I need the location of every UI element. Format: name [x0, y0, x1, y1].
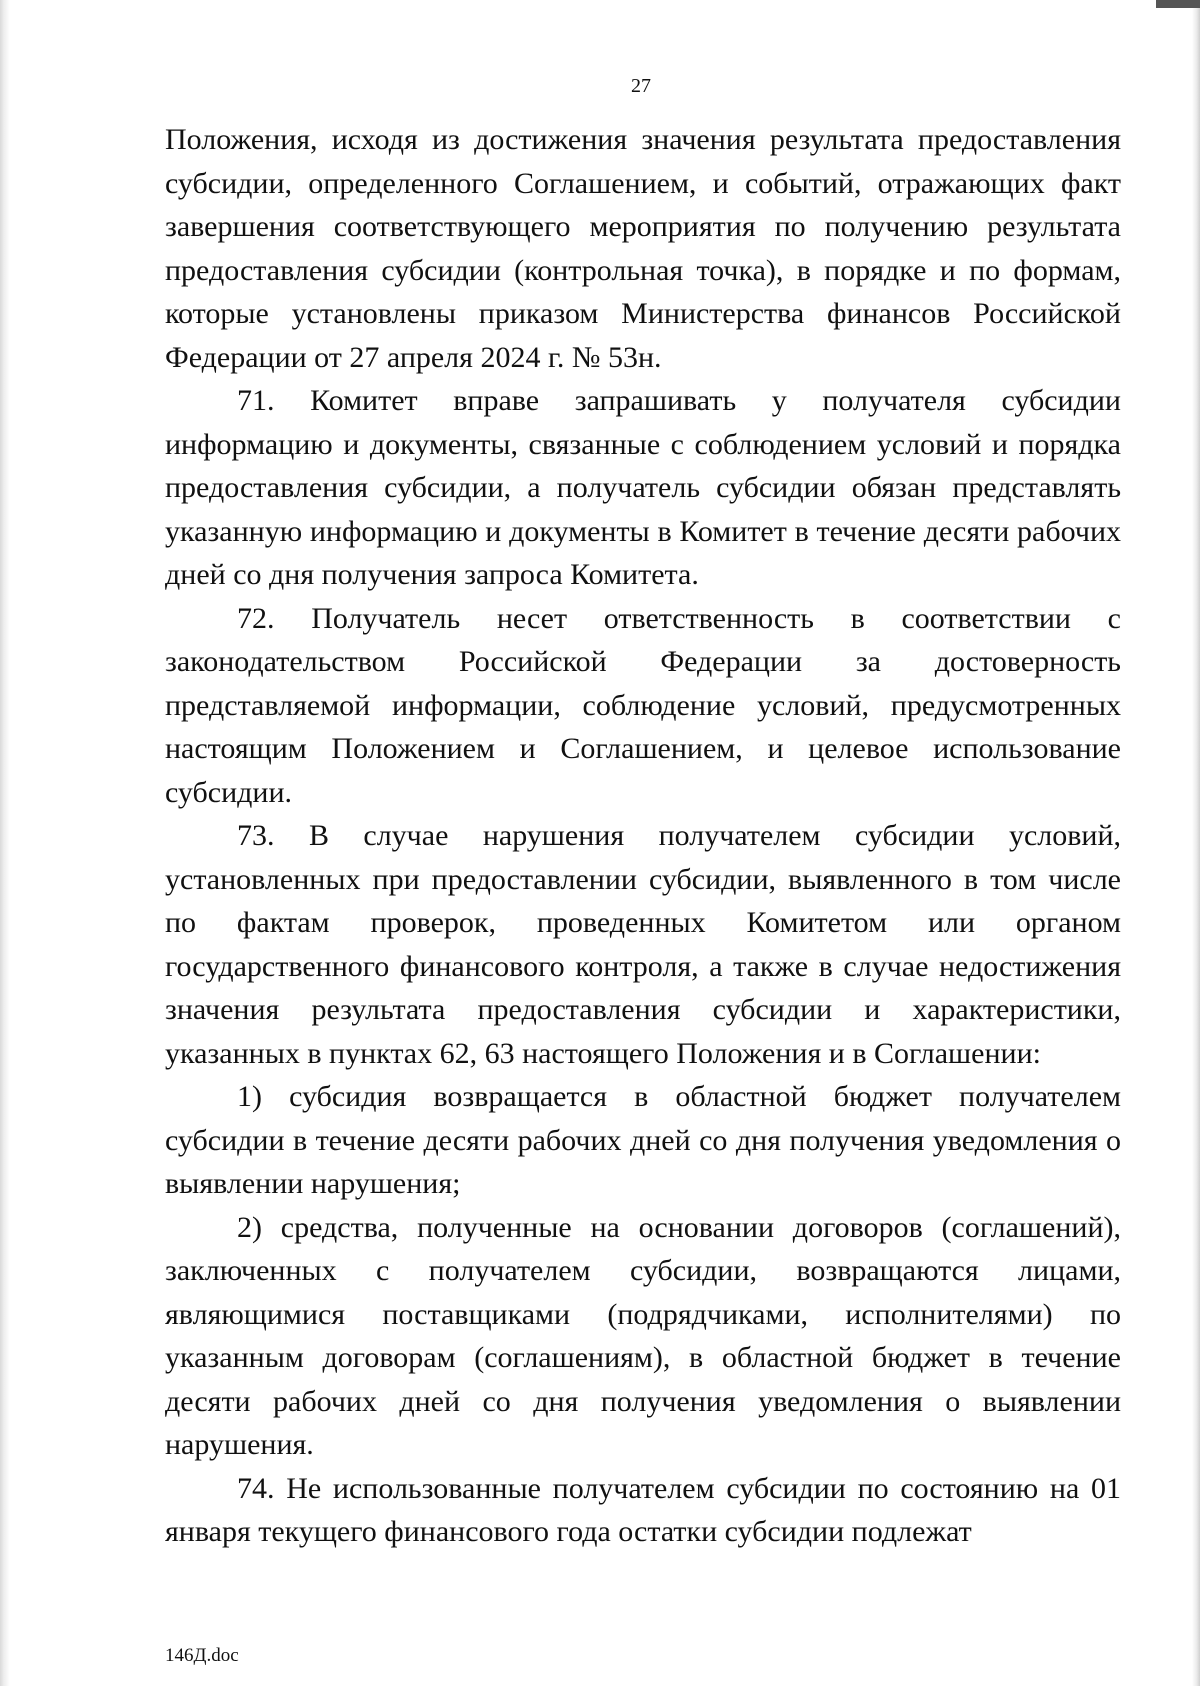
page-number: 27	[631, 75, 651, 97]
paragraph-71: 71. Комитет вправе запрашивать у получателя субсидии информацию и документы, связанные с соблюдением условий и порядка предоставления субсидии, а получатель субсидии обязан представлять указанную информацию и документы в Комитет в течение десяти рабочих дней со дня получения запроса Комитета.	[165, 384, 1121, 591]
paragraph-74: 74. Не использованные получателем субсидии по состоянию на 01 января текущего финансового года остатки субсидии подлежат	[165, 1471, 1121, 1548]
paragraph-continuation: Положения, исходя из достижения значения результата предоставления субсидии, определенного Соглашением, и событий, отражающих факт завершения соответствующего мероприятия по получению результата предоставления субсидии (контрольная точка), в порядке и по формам, которые установлены приказом Министерства финансов Российской Федерации от 27 апреля 2024 г. № 53н.	[165, 123, 1121, 374]
file-name-footer: 146Д.doc	[165, 1645, 239, 1666]
scan-edge-right	[1192, 0, 1200, 1686]
paragraph-73-item-1: 1) субсидия возвращается в областной бюджет получателем субсидии в течение десяти рабочих дней со дня получения уведомления о выявлении нарушения;	[165, 1080, 1121, 1200]
paragraph-73-item-2: 2) средства, полученные на основании договоров (соглашений), заключенных с получателем субсидии, возвращаются лицами, являющимися поставщиками (подрядчиками, исполнителями) по указанным договорам (соглашениям), в областной бюджет в течение десяти рабочих дней со дня получения уведомления о выявлении нарушения.	[165, 1210, 1121, 1461]
paragraph-73: 73. В случае нарушения получателем субсидии условий, установленных при предоставлении субсидии, выявленного в том числе по фактам проверок, проведенных Комитетом или органом государственного финансового контроля, а также в случае недостижения значения результата предоставления субсидии и характеристики, указанных в пунктах 62, 63 настоящего Положения и в Соглашении:	[165, 819, 1121, 1070]
document-body	[165, 118, 1121, 1554]
scan-edge-left	[0, 0, 10, 1686]
scan-corner-mark	[1156, 0, 1200, 8]
paragraph-72: 72. Получатель несет ответственность в соответствии с законодательством Российской Федерации за достоверность представляемой информации, соблюдение условий, предусмотренных настоящим Положением и Соглашением, и целевое использование субсидии.	[165, 601, 1121, 809]
